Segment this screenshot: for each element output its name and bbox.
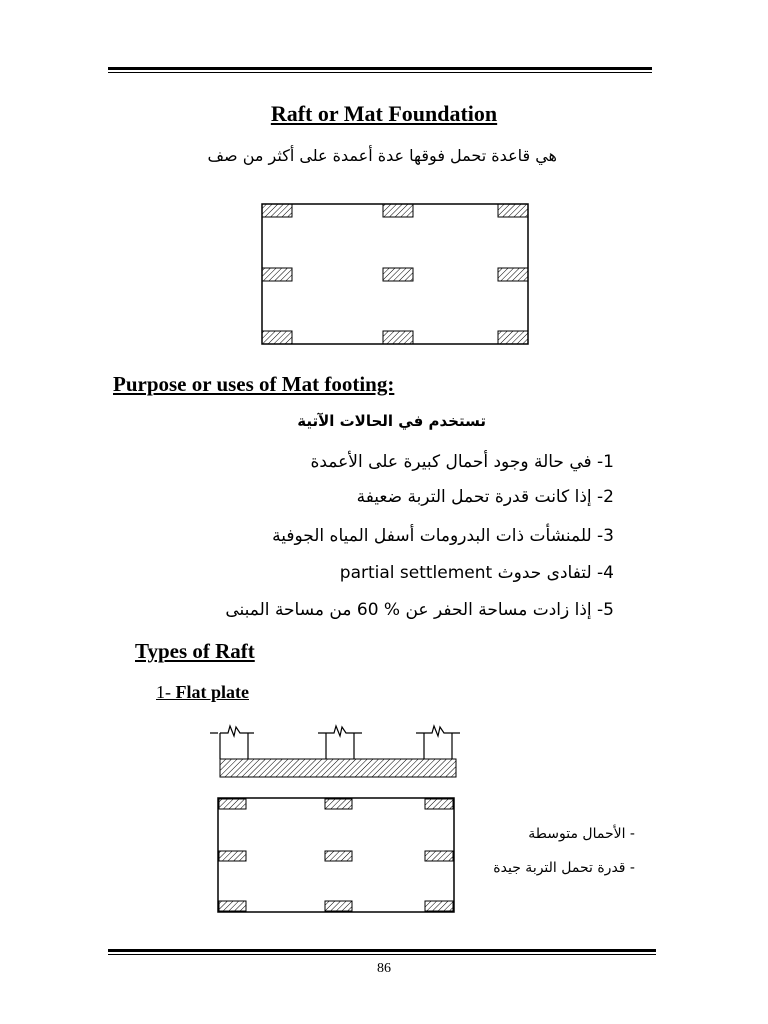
column bbox=[383, 268, 413, 281]
use-item: 1- في حالة وجود أحمال كبيرة على الأعمدة bbox=[310, 452, 614, 472]
column bbox=[383, 331, 413, 344]
intro-text: هي قاعدة تحمل فوقها عدة أعمدة على أكثر من صف bbox=[207, 146, 557, 165]
raft-plan-diagram bbox=[246, 196, 562, 352]
top-rule bbox=[108, 67, 652, 73]
column bbox=[219, 901, 246, 911]
flat-plate-note: - الأحمال متوسطة bbox=[528, 826, 635, 842]
column bbox=[325, 901, 352, 911]
bottom-rule bbox=[108, 949, 656, 955]
column bbox=[262, 204, 292, 217]
page-title: Raft or Mat Foundation bbox=[270, 101, 498, 126]
flat-plate-number: 1- bbox=[156, 682, 176, 702]
raft-columns bbox=[262, 204, 528, 344]
column bbox=[219, 851, 246, 861]
column bbox=[498, 204, 528, 217]
column bbox=[325, 851, 352, 861]
column-stubs bbox=[210, 726, 460, 759]
use-item: 5- إذا زادت مساحة الحفر عن % 60 من مساحة المبنى bbox=[225, 600, 614, 620]
column bbox=[262, 268, 292, 281]
purpose-subheading: تستخدم في الحالات الآتية bbox=[297, 412, 486, 430]
flat-plate-note: - قدرة تحمل التربة جيدة bbox=[493, 860, 635, 876]
flat-plate-label: Flat plate bbox=[175, 682, 249, 702]
column bbox=[498, 268, 528, 281]
use-item: 4- لتفادى حدوث partial settlement bbox=[339, 563, 614, 583]
flat-plate-heading bbox=[156, 682, 249, 703]
column bbox=[425, 901, 453, 911]
use-item: 2- إذا كانت قدرة تحمل التربة ضعيفة bbox=[356, 487, 614, 507]
use-item: 3- للمنشأت ذات البدرومات أسفل المياه الجوفية bbox=[272, 526, 614, 546]
types-heading: Types of Raft bbox=[135, 639, 255, 663]
column bbox=[262, 331, 292, 344]
flat-plate-section-diagram bbox=[206, 722, 466, 782]
flat-plate-plan-diagram bbox=[206, 792, 468, 922]
purpose-heading: Purpose or uses of Mat footing: bbox=[113, 372, 395, 396]
column bbox=[325, 799, 352, 809]
column bbox=[498, 331, 528, 344]
column bbox=[425, 799, 453, 809]
plate-columns bbox=[219, 799, 453, 911]
column bbox=[383, 204, 413, 217]
column bbox=[219, 799, 246, 809]
page-number: 86 bbox=[377, 961, 391, 976]
slab-section bbox=[220, 759, 456, 777]
column bbox=[425, 851, 453, 861]
